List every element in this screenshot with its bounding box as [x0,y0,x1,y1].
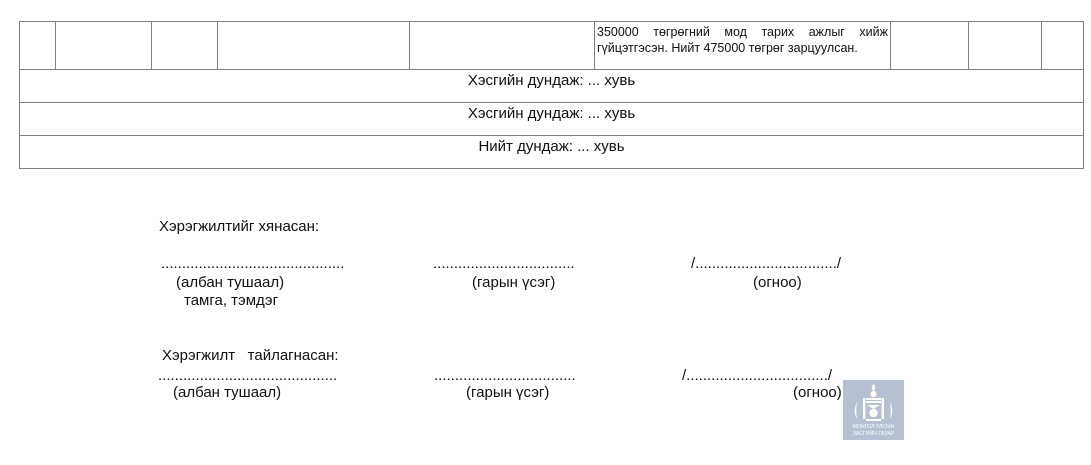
reported-position-line: ........................................... [158,367,338,384]
checked-date-line: /................................../ [691,255,842,272]
reported-date-label: (огноо) [793,384,842,401]
table-cell [218,22,410,70]
table-note-cell [595,22,891,70]
table-cell [410,22,595,70]
section-average-row: Хэсгийн дундаж: ... хувь [20,70,1084,103]
seal-text-line-1: МОНГОЛ УЛСЫН [852,424,895,430]
note-line-2: гүйцэтгэсэн. Нийт 475000 төгрөг зарцуулсан. [597,41,858,55]
table-cell [1042,22,1084,70]
table-row [20,70,1084,103]
checked-date-label: (огноо) [753,274,802,291]
government-seal [843,380,904,440]
checked-position-label: (албан тушаал) [176,274,285,291]
table-cell [152,22,218,70]
reported-date-line: /................................../ [682,367,833,384]
table-cell [969,22,1042,70]
checked-stamp-label: тамга, тэмдэг [184,292,279,309]
table-cell [20,22,56,70]
table-row [20,22,1084,70]
note-line-1: 350000 төгрөгний мод тарих ажлыг хийж [597,25,888,39]
checked-signature-line: .................................. [433,255,575,272]
reported-heading: Хэрэгжилт тайлагнасан: [162,347,339,364]
reported-signature-line: .................................. [434,367,576,384]
reported-signature-label: (гарын үсэг) [466,384,550,401]
seal-text-line-2: ЗАСГИЙН ГАЗАР [852,431,895,437]
table-row [20,136,1084,169]
report-table [19,21,1084,169]
table-row [20,103,1084,136]
checked-signature-label: (гарын үсэг) [472,274,556,291]
section-average-row: Хэсгийн дундаж: ... хувь [20,103,1084,136]
table-cell [891,22,969,70]
checked-heading: Хэрэгжилтийг хянасан: [159,218,320,235]
reported-position-label: (албан тушаал) [173,384,282,401]
total-average-row: Нийт дундаж: ... хувь [20,136,1084,169]
table-cell [56,22,152,70]
soyombo-emblem-icon [843,380,904,440]
checked-position-line: ............................................ [161,255,345,272]
